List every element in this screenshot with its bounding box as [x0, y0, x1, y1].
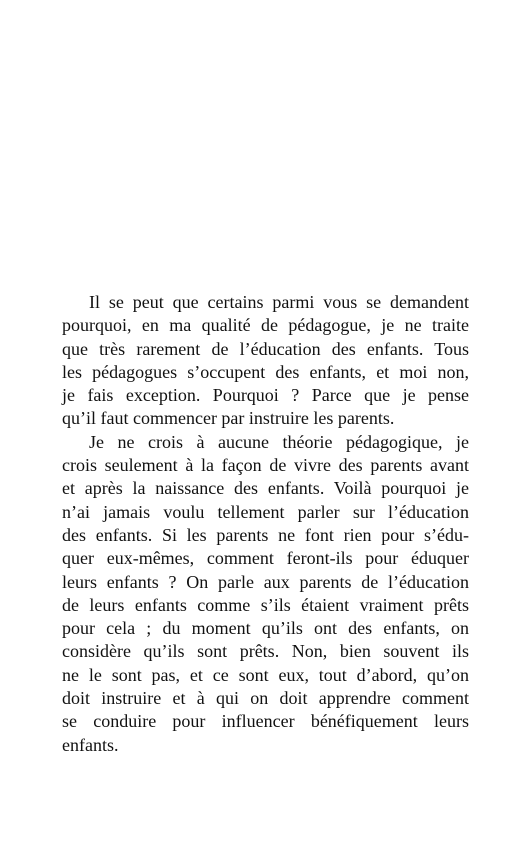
body-text [62, 291, 469, 757]
text-line: des enfants. Si les parents ne font rien pour s’édu- [62, 524, 469, 545]
text-line: pourquoi, en ma qualité de pédagogue, je ne traite [62, 315, 469, 336]
text-line: et après la naissance des enfants. Voilà pourquoi je [62, 478, 469, 499]
text-line: n’ai jamais voulu tellement parler sur l’éducation [62, 501, 469, 522]
text-line: Je ne crois à aucune théorie pédagogique, je [89, 431, 469, 452]
text-line: considère qu’ils sont prêts. Non, bien souvent ils [62, 641, 469, 662]
text-line: Il se peut que certains parmi vous se demandent [89, 292, 469, 312]
text-line: ne le sont pas, et ce sont eux, tout d’abord, qu’on [62, 664, 469, 685]
text-line: leurs enfants ? On parle aux parents de l’éducation [62, 571, 469, 592]
text-line: quer eux-mêmes, comment feront-ils pour éduquer [62, 548, 469, 569]
text-line: qu’il faut commencer par instruire les parents. [62, 408, 395, 429]
paragraph-1 [62, 291, 469, 431]
paragraph-2 [62, 431, 469, 757]
text-line: pour cela ; du moment qu’ils ont des enfants, on [62, 618, 469, 639]
text-line: de leurs enfants comme s’ils étaient vraiment prêts [62, 594, 469, 615]
text-line: se conduire pour influencer bénéfiquement leurs [62, 711, 469, 732]
text-line: enfants. [62, 734, 119, 755]
text-line: crois seulement à la façon de vivre des parents avant [62, 455, 469, 476]
text-line: les pédagogues s’occupent des enfants, et moi non, [62, 361, 469, 382]
text-line: doit instruire et à qui on doit apprendre comment [62, 688, 469, 709]
text-line: je fais exception. Pourquoi ? Parce que je pense [62, 385, 469, 406]
text-line: que très rarement de l’éducation des enfants. Tous [62, 338, 469, 359]
